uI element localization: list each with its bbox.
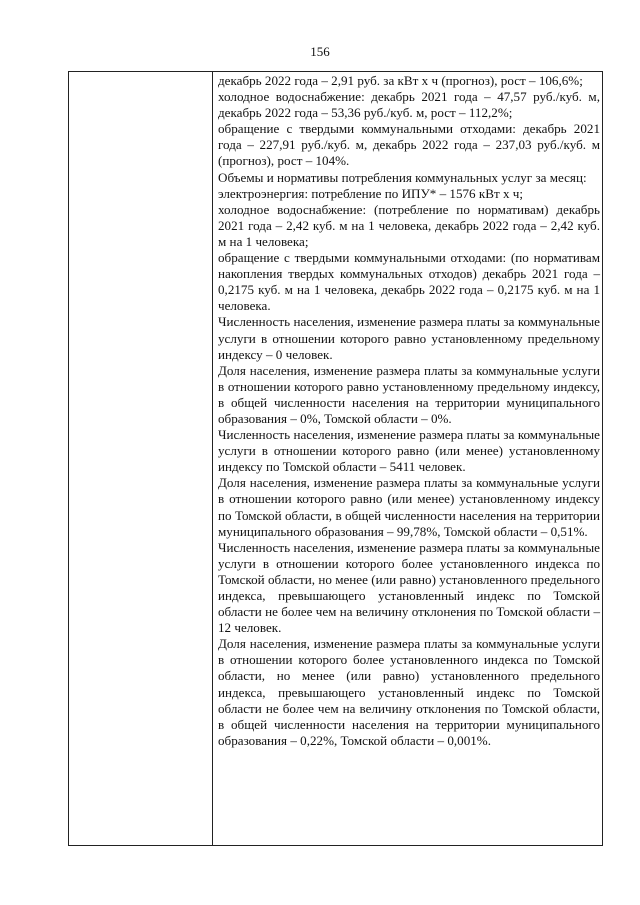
paragraph: холодное водоснабжение: декабрь 2021 года – 47,57 руб./куб. м, декабрь 2022 года – 53,36 руб./куб. м, рост – 112,2%; bbox=[218, 89, 600, 121]
paragraph: холодное водоснабжение: (потребление по нормативам) декабрь 2021 года – 2,42 куб. м на 1 человека, декабрь 2022 года – 2,42 куб. м на 1 человека; bbox=[218, 201, 600, 249]
paragraph: обращение с твердыми коммунальными отходами: декабрь 2021 года – 227,91 руб./куб. м, декабрь 2022 года – 237,03 руб./куб. м (прогноз), рост – 104%. bbox=[218, 121, 600, 169]
paragraph: Объемы и нормативы потребления коммунальных услуг за месяц: bbox=[218, 169, 587, 185]
paragraph: Доля населения, изменение размера платы за коммунальные услуги в отношении которого равно установленному предельному индексу, в общей численности населения на территории муниципального образования – 0%, Томской области – 0%. bbox=[218, 362, 600, 426]
paragraph: обращение с твердыми коммунальными отходами: (по нормативам накопления твердых коммунальных отходов) декабрь 2021 года – 0,2175 куб. м на 1 человека, декабрь 2022 года – 0,2175 куб. м на 1 человека. bbox=[218, 250, 600, 314]
paragraph: Численность населения, изменение размера платы за коммунальные услуги в отношении которого равно установленному предельному индексу – 0 человек. bbox=[218, 314, 600, 362]
table-row bbox=[68, 71, 603, 846]
paragraph: декабрь 2022 года – 2,91 руб. за кВт х ч (прогноз), рост – 106,6%; bbox=[218, 73, 583, 88]
paragraph: Доля населения, изменение размера платы за коммунальные услуги в отношении которого равно (или менее) установленному индексу по Томской области, в общей численности населения на территории муниципального образования – 99,78%, Томской области – 0,51%. bbox=[218, 475, 600, 539]
empty-left-cell bbox=[69, 72, 213, 845]
paragraph: Доля населения, изменение размера платы за коммунальные услуги в отношении которого более установленного индекса по Томской области, но менее (или равно) установленного предельного индекса, превышающего установленный индекс по Томской области не более чем на величину отклонения по Томской области, в общей численности населения на территории муниципального образования – 0,22%, Томской области – 0,001%. bbox=[218, 636, 600, 748]
paragraph: Численность населения, изменение размера платы за коммунальные услуги в отношении которого равно (или менее) установленному индексу по Томской области – 5411 человек. bbox=[218, 427, 600, 475]
paragraph: Численность населения, изменение размера платы за коммунальные услуги в отношении которого более установленного индекса по Томской области, но менее (или равно) установленного предельного индекса, превышающего установленный индекс по Томской области не более чем на величину отклонения по Томской области – 12 человек. bbox=[218, 539, 600, 636]
page-number: 156 bbox=[310, 44, 330, 59]
content-cell bbox=[218, 73, 600, 749]
paragraph: электроэнергия: потребление по ИПУ* – 1576 кВт х ч; bbox=[218, 185, 523, 201]
